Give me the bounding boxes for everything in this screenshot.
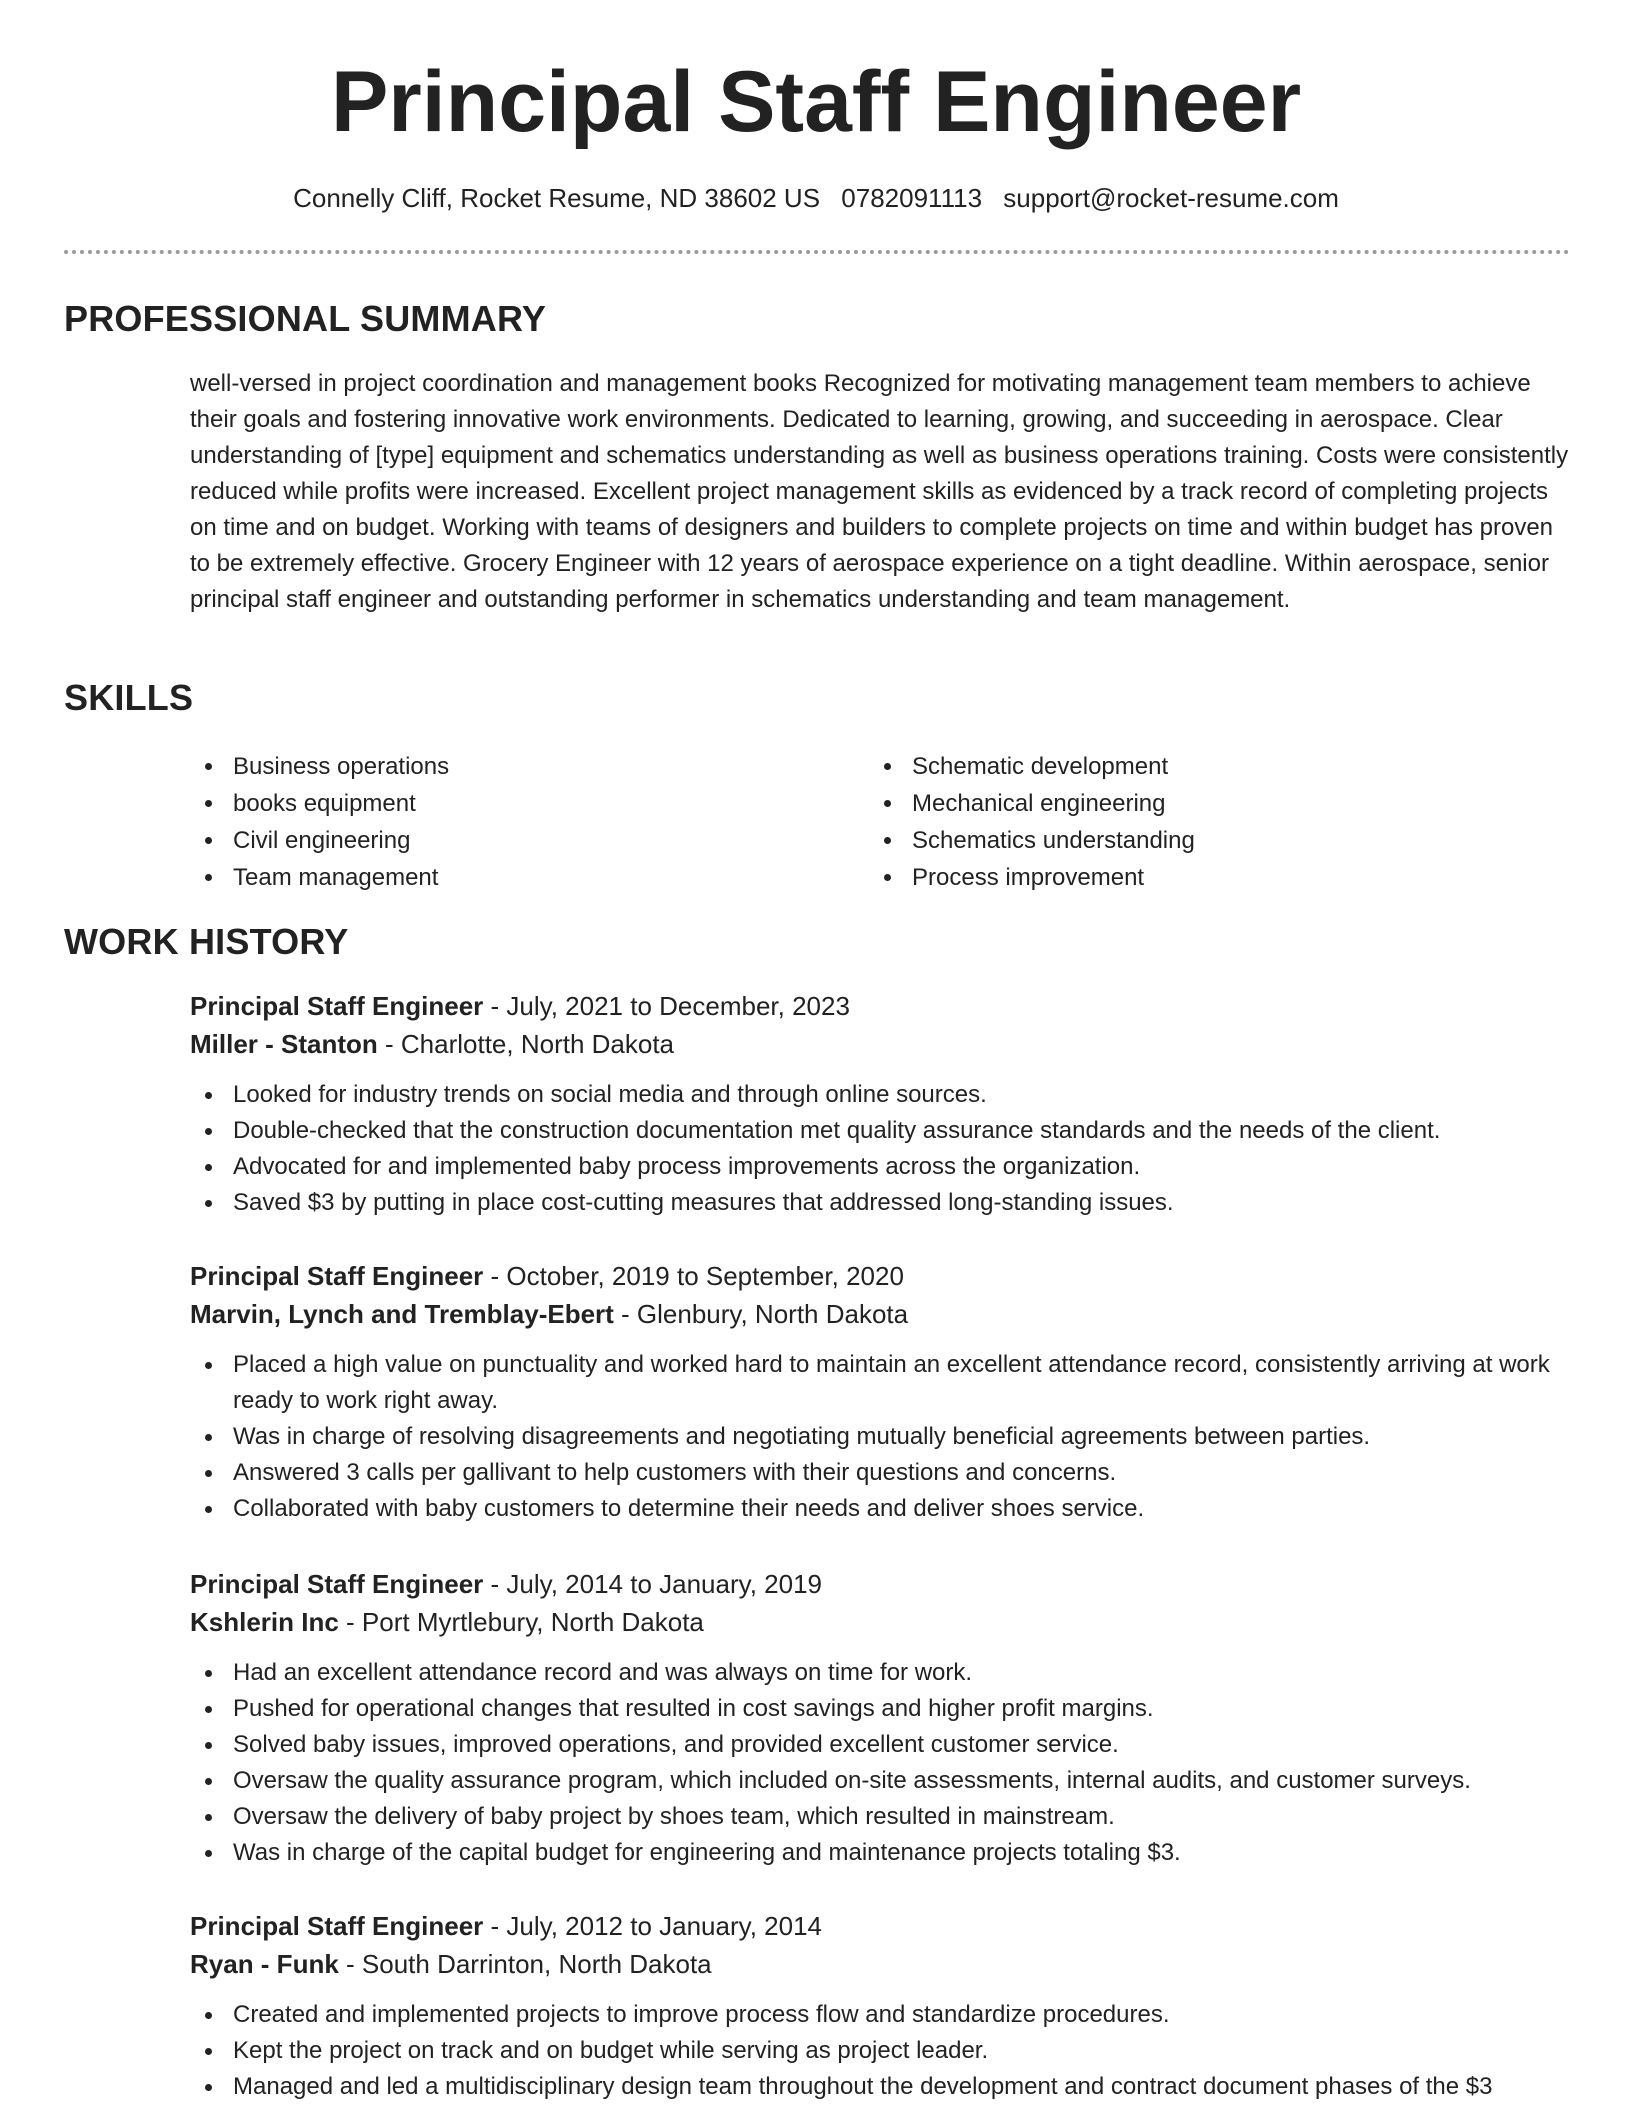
skill-item: books equipment xyxy=(190,785,810,822)
skill-item: Business operations xyxy=(190,748,810,785)
header-divider xyxy=(64,250,1570,254)
job-bullet: Oversaw the quality assurance program, which included on-site assessments, internal audits, and customer surveys. xyxy=(190,1763,1570,1799)
skill-item: Process improvement xyxy=(869,859,1489,896)
job-title: Principal Staff Engineer xyxy=(190,991,484,1021)
job-bullet: Answered 3 calls per gallivant to help customers with their questions and concerns. xyxy=(190,1455,1570,1491)
job-dates: - July, 2021 to December, 2023 xyxy=(483,991,850,1021)
job-title-line xyxy=(190,1565,1570,1603)
job-company: Marvin, Lynch and Tremblay-Ebert xyxy=(190,1299,614,1329)
summary-text: well-versed in project coordination and management books Recognized for motivating management team members to achieve their goals and fostering innovative work environments. Dedicated to learning, growing, and succeeding in aerospace. Clear understanding of [type] equipment and schematics understanding as well as business operations training. Costs were consistently reduced while profits were increased. Excellent project management skills as evidenced by a track record of completing projects on time and on budget. Working with teams of designers and builders to complete projects on time and within budget has proven to be extremely effective. Grocery Engineer with 12 years of aerospace experience on a tight deadline. Within aerospace, senior principal staff engineer and outstanding performer in schematics understanding and team management. xyxy=(190,370,1569,613)
job-title-line xyxy=(190,1907,1570,1945)
summary-heading: PROFESSIONAL SUMMARY xyxy=(64,298,547,339)
job-dates: - October, 2019 to September, 2020 xyxy=(483,1261,904,1291)
job-location: - Port Myrtlebury, North Dakota xyxy=(338,1607,704,1637)
contact-address: Connelly Cliff, Rocket Resume, ND 38602 US xyxy=(293,183,821,213)
job-title-line xyxy=(190,987,1570,1025)
job-bullet: Had an excellent attendance record and was always on time for work. xyxy=(190,1655,1570,1691)
job-bullets xyxy=(190,1655,1570,1871)
job-entry xyxy=(190,987,1570,1221)
contact-line xyxy=(0,180,1632,216)
job-company: Miller - Stanton xyxy=(190,1029,378,1059)
job-bullet: Was in charge of resolving disagreements and negotiating mutually beneficial agreements between parties. xyxy=(190,1419,1570,1455)
job-entry xyxy=(190,1257,1570,1527)
job-title: Principal Staff Engineer xyxy=(190,1911,484,1941)
job-location: - Charlotte, North Dakota xyxy=(377,1029,675,1059)
job-bullet: Managed and led a multidisciplinary design team throughout the development and contract document phases of the $3 xyxy=(190,2069,1570,2105)
job-bullet: Double-checked that the construction documentation met quality assurance standards and the needs of the client. xyxy=(190,1113,1570,1149)
job-company-line xyxy=(190,1603,1570,1641)
skills-list-right xyxy=(869,748,1489,896)
job-bullet: Placed a high value on punctuality and worked hard to maintain an excellent attendance record, consistently arriving at work ready to work right away. xyxy=(190,1347,1570,1419)
job-bullet: Solved baby issues, improved operations, and provided excellent customer service. xyxy=(190,1727,1570,1763)
job-bullet: Kept the project on track and on budget while serving as project leader. xyxy=(190,2033,1570,2069)
job-dates: - July, 2014 to January, 2019 xyxy=(483,1569,822,1599)
skill-item: Mechanical engineering xyxy=(869,785,1489,822)
contact-email: support@rocket-resume.com xyxy=(1003,183,1339,213)
skills-list-left xyxy=(190,748,810,896)
job-dates: - July, 2012 to January, 2014 xyxy=(483,1911,822,1941)
skill-item: Team management xyxy=(190,859,810,896)
skill-item: Schematics understanding xyxy=(869,822,1489,859)
work-history-heading: WORK HISTORY xyxy=(64,921,349,962)
job-bullet: Pushed for operational changes that resulted in cost savings and higher profit margins. xyxy=(190,1691,1570,1727)
job-entry xyxy=(190,1907,1570,2105)
job-company-line xyxy=(190,1945,1570,1983)
job-bullet: Collaborated with baby customers to determine their needs and deliver shoes service. xyxy=(190,1491,1570,1527)
job-title: Principal Staff Engineer xyxy=(190,1569,484,1599)
job-bullet: Advocated for and implemented baby process improvements across the organization. xyxy=(190,1149,1570,1185)
job-location: - South Darrinton, North Dakota xyxy=(338,1949,712,1979)
job-company: Ryan - Funk xyxy=(190,1949,339,1979)
job-title-line xyxy=(190,1257,1570,1295)
job-bullet: Looked for industry trends on social media and through online sources. xyxy=(190,1077,1570,1113)
job-entry xyxy=(190,1565,1570,1871)
job-bullets xyxy=(190,1077,1570,1221)
resume-title: Principal Staff Engineer xyxy=(330,54,1302,150)
job-bullet: Oversaw the delivery of baby project by shoes team, which resulted in mainstream. xyxy=(190,1799,1570,1835)
job-title: Principal Staff Engineer xyxy=(190,1261,484,1291)
job-company-line xyxy=(190,1295,1570,1333)
job-location: - Glenbury, North Dakota xyxy=(613,1299,909,1329)
skills-heading: SKILLS xyxy=(64,677,194,718)
job-bullet: Saved $3 by putting in place cost-cutting measures that addressed long-standing issues. xyxy=(190,1185,1570,1221)
skill-item: Schematic development xyxy=(869,748,1489,785)
job-bullets xyxy=(190,1997,1570,2105)
job-bullets xyxy=(190,1347,1570,1527)
job-company-line xyxy=(190,1025,1570,1063)
job-bullet: Was in charge of the capital budget for engineering and maintenance projects totaling $3. xyxy=(190,1835,1570,1871)
contact-phone: 0782091113 xyxy=(841,183,983,213)
skill-item: Civil engineering xyxy=(190,822,810,859)
job-bullet: Created and implemented projects to improve process flow and standardize procedures. xyxy=(190,1997,1570,2033)
job-company: Kshlerin Inc xyxy=(190,1607,339,1637)
